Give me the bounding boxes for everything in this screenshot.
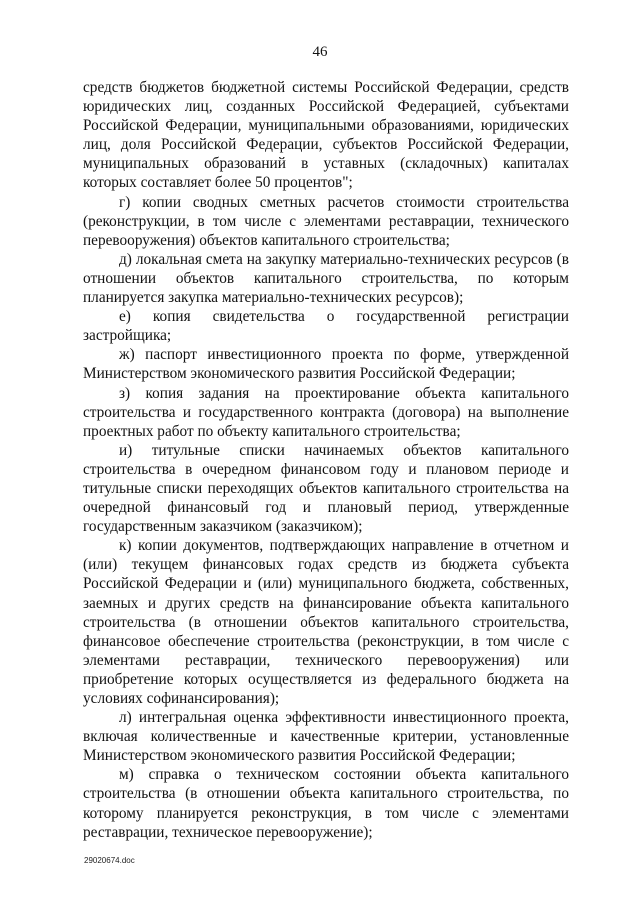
paragraph-item-k: к) копии документов, подтверждающих направление в отчетном и (или) текущем финансовых годах средств из бюджета субъекта Российской Федерации и (или) муниципального бюджета, собственных, заемных и других средств на финансирование объекта капитального строительства (в отношении объектов капитального строительства, финансовое обеспечение строительства (реконструкции, в том числе с элементами реставрации, технического перевооружения) или приобретение которых осуществляется из федерального бюджета на условиях софинансирования); — [83, 537, 569, 707]
document-body — [83, 78, 569, 842]
paragraph-item-z: з) копия задания на проектирование объекта капитального строительства и государственного контракта (договора) на выполнение проектных работ по объекту капитального строительства; — [83, 384, 569, 440]
page-number: 46 — [312, 44, 328, 60]
paragraph-item-g: г) копии сводных сметных расчетов стоимости строительства (реконструкции, в том числе с элементами реставрации, технического перевооружения) объектов капитального строительства; — [83, 193, 569, 249]
paragraph-item-e: е) копия свидетельства о государственной регистрации застройщика; — [83, 308, 569, 345]
paragraph-item-m: м) справка о техническом состоянии объекта капитального строительства (в отношении объекта капитального строительства, по которому планируется реконструкция, в том числе с элементами реставрации, техническое перевооружение); — [83, 766, 569, 841]
paragraph-item-l: л) интегральная оценка эффективности инвестиционного проекта, включая количественные и качественные критерии, установленные Министерством экономического развития Российской Федерации; — [83, 709, 569, 765]
paragraph-item-d: д) локальная смета на закупку материально-технических ресурсов (в отношении объектов капитального строительства, по которым планируется закупка материально-технических ресурсов); — [83, 250, 569, 307]
document-footer-filename: 29020674.doc — [84, 856, 135, 865]
paragraph-item-zh: ж) паспорт инвестиционного проекта по форме, утвержденной Министерством экономического развития Российской Федерации; — [83, 346, 569, 383]
paragraph: средств бюджетов бюджетной системы Российской Федерации, средств юридических лиц, созданных Российской Федерацией, субъектами Российской Федерации, муниципальными образованиями, юридических лиц, доля Российской Федерации, субъектов Российской Федерации, муниципальных образований в уставных (складочных) капиталах которых составляет более 50 процентов"; — [83, 79, 569, 192]
paragraph-item-i: и) титульные списки начинаемых объектов капитального строительства в очередном финансовом году и плановом периоде и титульные списки переходящих объектов капитального строительства на очередной финансовый год и плановый период, утвержденные государственным заказчиком (заказчиком); — [83, 441, 569, 536]
